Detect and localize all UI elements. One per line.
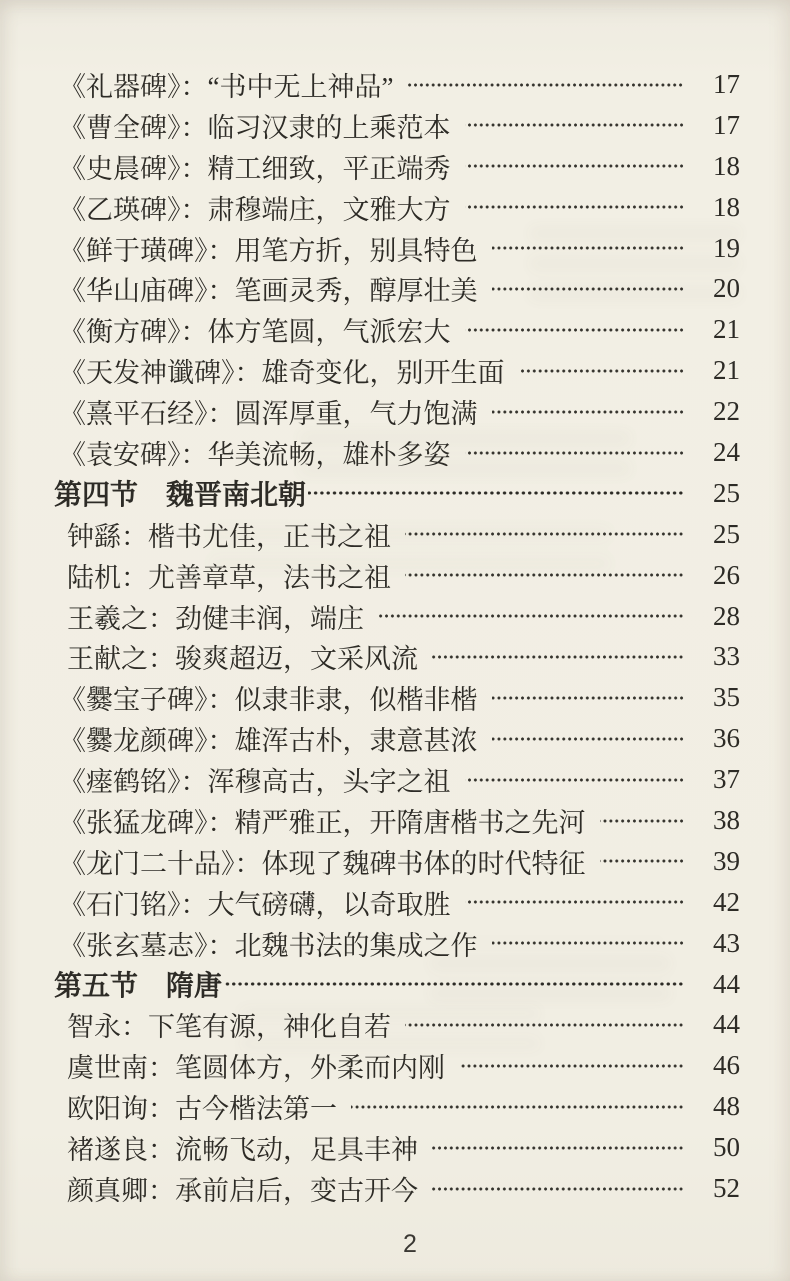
entry-page-number: 43 — [713, 927, 740, 958]
dot-leader — [492, 391, 685, 432]
section-title: 第四节 魏晋南北朝 — [54, 479, 307, 511]
toc-section-header — [0, 473, 740, 514]
entry-title: 《华山庙碑》：笔画灵秀，醇厚壮美 — [59, 276, 478, 307]
dot-leader — [407, 64, 684, 105]
toc-section-header — [0, 964, 740, 1005]
toc-entry — [0, 350, 740, 391]
dot-leader — [224, 964, 684, 1005]
dot-leader — [405, 1004, 684, 1045]
toc-entry — [0, 105, 740, 146]
entry-page-number: 33 — [713, 641, 740, 672]
entry-title: 《张玄墓志》：北魏书法的集成之作 — [59, 930, 478, 961]
entry-title: 智永：下笔有源，神化自若 — [67, 1012, 391, 1043]
entry-title: 欧阳询：古今楷法第一 — [67, 1094, 337, 1125]
entry-title: 《袁安碑》：华美流畅，雄朴多姿 — [59, 439, 451, 470]
entry-page-number: 48 — [713, 1091, 740, 1122]
entry-title: 王献之：骏爽超迈，文采风流 — [67, 644, 418, 675]
entry-page-number: 24 — [713, 436, 740, 467]
page-number: 2 — [403, 1230, 417, 1258]
toc-entry — [0, 146, 740, 187]
toc-entry — [0, 882, 740, 923]
entry-page-number: 25 — [713, 518, 740, 549]
entry-page-number: 35 — [713, 682, 740, 713]
dot-leader — [465, 187, 685, 228]
toc-entry — [0, 391, 740, 432]
dot-leader — [432, 1127, 684, 1168]
entry-title: 《爨龙颜碑》：雄浑古朴，隶意甚浓 — [59, 726, 478, 757]
entry-title: 王羲之：劲健丰润，端庄 — [67, 603, 364, 634]
entry-page-number: 17 — [713, 109, 740, 140]
dot-leader — [378, 596, 684, 637]
entry-page-number: 22 — [713, 396, 740, 427]
entry-title: 《石门铭》：大气磅礴，以奇取胜 — [59, 889, 451, 920]
entry-title: 颜真卿：承前启后，变古开今 — [67, 1175, 418, 1206]
toc-entry — [0, 1086, 740, 1127]
dot-leader — [432, 636, 684, 677]
entry-title: 褚遂良：流畅飞动，足具丰神 — [67, 1135, 418, 1166]
dot-leader — [465, 432, 685, 473]
dot-leader — [465, 309, 685, 350]
dot-leader — [600, 841, 685, 882]
dot-leader — [308, 473, 684, 514]
entry-title: 《曹全碑》：临习汉隶的上乘范本 — [59, 112, 451, 143]
entry-page-number: 25 — [713, 477, 740, 508]
toc-entry — [0, 923, 740, 964]
entry-page-number: 18 — [713, 191, 740, 222]
dot-leader — [492, 718, 685, 759]
entry-title: 钟繇：楷书尤佳，正书之祖 — [67, 521, 391, 552]
entry-page-number: 21 — [713, 355, 740, 386]
dot-leader — [465, 146, 685, 187]
dot-leader — [405, 555, 684, 596]
entry-page-number: 17 — [713, 68, 740, 99]
toc-entry — [0, 636, 740, 677]
toc-entry — [0, 1004, 740, 1045]
toc-entry — [0, 759, 740, 800]
entry-title: 《张猛龙碑》：精严雅正，开隋唐楷书之先河 — [59, 807, 586, 838]
toc-entry — [0, 841, 740, 882]
dot-leader — [351, 1086, 684, 1127]
entry-title: 《龙门二十品》：体现了魏碑书体的时代特征 — [59, 848, 586, 879]
entry-page-number: 21 — [713, 314, 740, 345]
entry-title: 《乙瑛碑》：肃穆端庄，文雅大方 — [59, 194, 451, 225]
dot-leader — [492, 228, 685, 269]
dot-leader — [465, 759, 685, 800]
toc-entry — [0, 228, 740, 269]
toc-entry — [0, 1168, 740, 1209]
toc-entry — [0, 800, 740, 841]
entry-page-number: 20 — [713, 273, 740, 304]
toc-entry — [0, 187, 740, 228]
entry-page-number: 28 — [713, 600, 740, 631]
toc-entry — [0, 1045, 740, 1086]
dot-leader — [492, 923, 685, 964]
dot-leader — [600, 800, 685, 841]
toc-entry — [0, 268, 740, 309]
entry-page-number: 44 — [713, 968, 740, 999]
entry-page-number: 42 — [713, 886, 740, 917]
entry-title: 《衡方碑》：体方笔圆，气派宏大 — [59, 317, 451, 348]
dot-leader — [465, 105, 685, 146]
dot-leader — [459, 1045, 684, 1086]
section-title: 第五节 隋唐 — [54, 970, 223, 1002]
dot-leader — [432, 1168, 684, 1209]
entry-page-number: 38 — [713, 804, 740, 835]
entry-page-number: 18 — [713, 150, 740, 181]
toc-entry — [0, 555, 740, 596]
entry-title: 《礼器碑》：“书中无上神品” — [59, 71, 394, 102]
toc-list — [0, 64, 740, 1209]
toc-entry — [0, 309, 740, 350]
entry-title: 陆机：尤善章草，法书之祖 — [67, 562, 391, 593]
toc-entry — [0, 1127, 740, 1168]
entry-title: 《瘗鹤铭》：浑穆高古，头字之祖 — [59, 767, 451, 798]
entry-page-number: 46 — [713, 1050, 740, 1081]
dot-leader — [465, 882, 685, 923]
toc-entry — [0, 718, 740, 759]
entry-title: 《爨宝子碑》：似隶非隶，似楷非楷 — [59, 685, 478, 716]
toc-entry — [0, 677, 740, 718]
entry-title: 《鲜于璜碑》：用笔方折，别具特色 — [59, 235, 478, 266]
entry-title: 《史晨碑》：精工细致，平正端秀 — [59, 153, 451, 184]
entry-page-number: 26 — [713, 559, 740, 590]
entry-title: 《熹平石经》：圆浑厚重，气力饱满 — [59, 399, 478, 430]
dot-leader — [492, 677, 685, 718]
entry-page-number: 52 — [713, 1172, 740, 1203]
toc-entry — [0, 64, 740, 105]
dot-leader — [519, 350, 685, 391]
dot-leader — [492, 268, 685, 309]
toc-entry — [0, 596, 740, 637]
entry-page-number: 37 — [713, 764, 740, 795]
toc-entry — [0, 514, 740, 555]
entry-page-number: 39 — [713, 845, 740, 876]
dot-leader — [405, 514, 684, 555]
entry-page-number: 50 — [713, 1132, 740, 1163]
entry-page-number: 44 — [713, 1009, 740, 1040]
entry-page-number: 19 — [713, 232, 740, 263]
entry-title: 《天发神谶碑》：雄奇变化，别开生面 — [59, 358, 505, 389]
toc-entry — [0, 432, 740, 473]
entry-page-number: 36 — [713, 723, 740, 754]
entry-title: 虞世南：笔圆体方，外柔而内刚 — [67, 1053, 445, 1084]
